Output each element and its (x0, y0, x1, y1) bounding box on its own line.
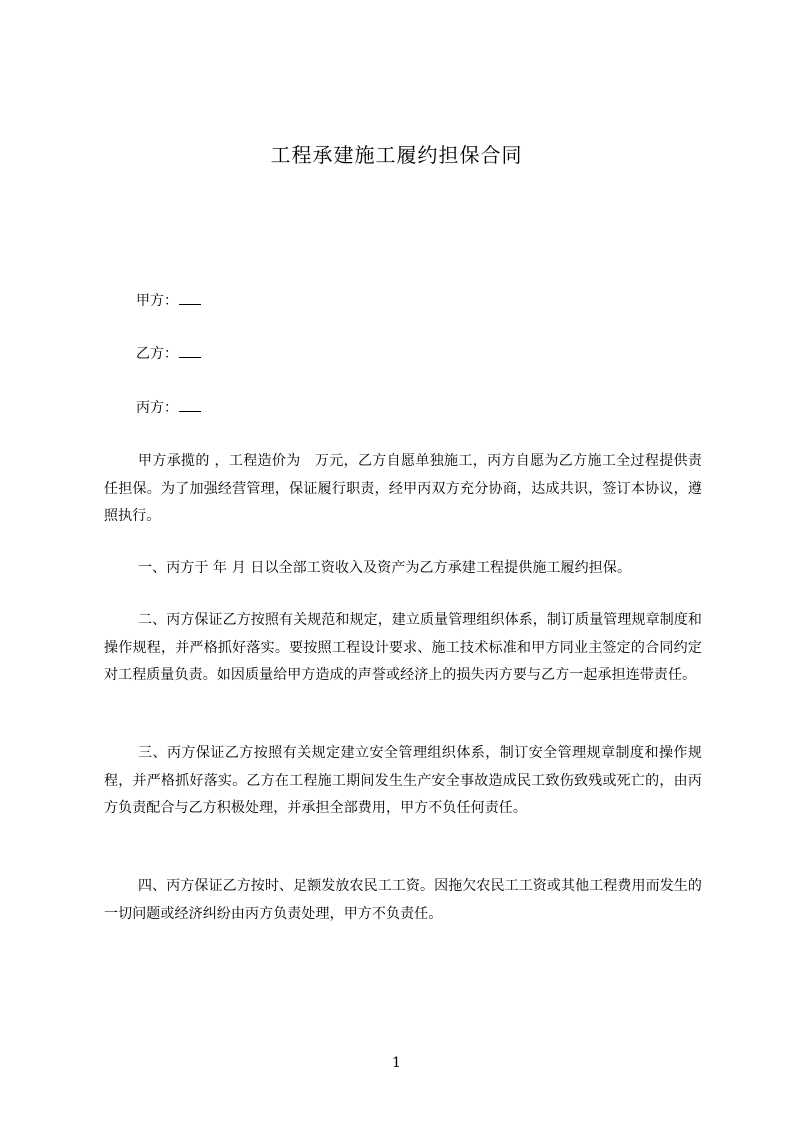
clause-4: 四、丙方保证乙方按时、足额发放农民工工资。因拖欠农民工工资或其他工程费用而发生的一切问题或经济纠纷由丙方负责处理，甲方不负责任。 (104, 878, 702, 922)
party-c-blank (179, 397, 201, 412)
clause-2: 二、丙方保证乙方按照有关规范和规定，建立质量管理组织体系，制订质量管理规章制度和操作规程，并严格抓好落实。要按照工程设计要求、施工技术标准和甲方同业主签定的合同约定对工程质量负责。如因质量给甲方造成的声誉或经济上的损失丙方要与乙方一起承担连带责任。 (104, 612, 702, 683)
party-a-label: 甲方： (136, 293, 178, 309)
intro-paragraph: 甲方承揽的 ，工程造价为 万元，乙方自愿单独施工，丙方自愿为乙方施工全过程提供责任担保。为了加强经营管理，保证履行职责，经甲丙双方充分协商，达成共识，签订本协议，遵照执行。 (104, 453, 702, 524)
party-a-blank (179, 290, 201, 305)
document-title: 工程承建施工履约担保合同 (270, 143, 523, 167)
party-a-line (136, 290, 201, 312)
party-b-line (136, 343, 201, 365)
party-b-blank (179, 343, 201, 358)
clause-3: 三、丙方保证乙方按照有关规定建立安全管理组织体系，制订安全管理规章制度和操作规程，并严格抓好落实。乙方在工程施工期间发生生产安全事故造成民工致伤致残或死亡的，由丙方负责配合与乙方积极处理，并承担全部费用，甲方不负任何责任。 (104, 745, 702, 816)
party-c-line (136, 397, 201, 419)
party-c-label: 丙方： (136, 400, 178, 416)
page-number: 1 (392, 1055, 401, 1071)
clause-1: 一、丙方于 年 月 日以全部工资收入及资产为乙方承建工程提供施工履约担保。 (138, 560, 632, 576)
party-b-label: 乙方： (136, 346, 178, 362)
